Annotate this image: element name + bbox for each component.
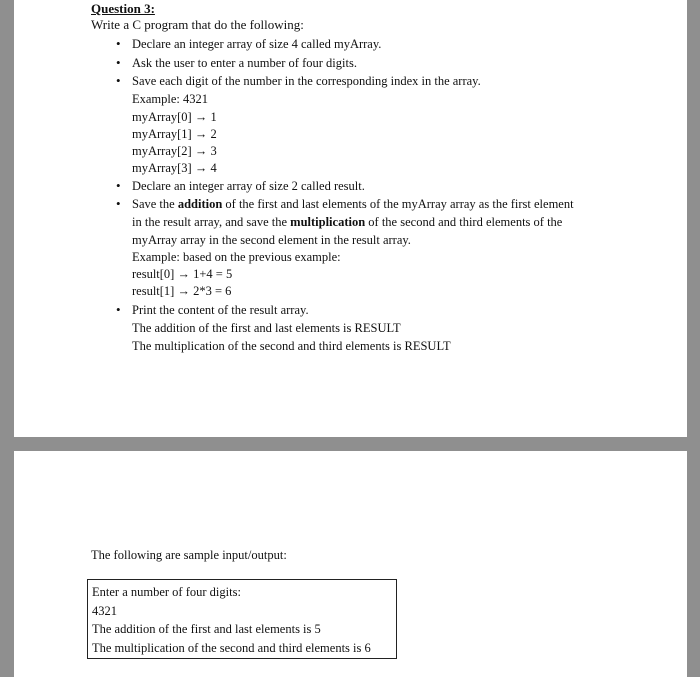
sample-page [14,451,687,677]
bullet-print: Print the content of the result array. [132,303,309,317]
bullet-icon: • [116,55,121,70]
bullet-icon: • [116,36,121,51]
bullet-declare-myarray: Declare an integer array of size 4 called myArray. [132,37,382,51]
io-line-addition: The addition of the first and last elements is 5 [92,622,321,636]
text: Save the [132,197,178,211]
question-intro: Write a C program that do the following: [91,17,304,32]
left-frame-border [0,0,14,677]
keyword-multiplication: multiplication [290,215,366,229]
bullet-save-result-line2 [132,215,562,230]
right-frame-border [687,0,700,677]
example1-line: myArray[3] → 4 [132,161,217,175]
bullet-save-result-line3: myArray array in the second element in the result array. [132,233,411,247]
bullet-icon: • [116,73,121,88]
print-line-multiplication: The multiplication of the second and third elements is RESULT [132,339,451,353]
text: in the result array, and save the [132,215,291,229]
question-title: Question 3: [91,1,155,16]
bullet-icon: • [116,196,121,211]
page-divider [0,437,700,451]
sample-intro: The following are sample input/output: [91,548,287,562]
example1-label: Example: 4321 [132,92,209,106]
bullet-save-digits: Save each digit of the number in the corresponding index in the array. [132,74,481,88]
bullet-declare-result: Declare an integer array of size 2 called result. [132,179,365,193]
print-line-addition: The addition of the first and last elements is RESULT [132,321,401,335]
bullet-icon: • [116,178,121,193]
question-page [14,0,687,437]
example1-line: myArray[0] → 1 [132,110,217,124]
example2-label: Example: based on the previous example: [132,250,341,264]
text: of the second and third elements of the [365,215,563,229]
example2-line: result[1] → 2*3 = 6 [132,284,232,298]
sample-io-box [87,579,397,659]
bullet-ask-user: Ask the user to enter a number of four digits. [132,56,357,70]
io-line-prompt: Enter a number of four digits: [92,585,241,599]
io-line-input: 4321 [92,603,117,618]
keyword-addition: addition [177,197,223,211]
example1-line: myArray[1] → 2 [132,127,217,141]
example1-line: myArray[2] → 3 [132,144,217,158]
io-line-multiplication: The multiplication of the second and third elements is 6 [92,640,371,655]
text: of the first and last elements of the myArray array as the first element [222,197,574,211]
bullet-save-result-line1 [132,197,574,212]
example2-line: result[0] → 1+4 = 5 [132,267,233,281]
bullet-icon: • [116,302,121,317]
